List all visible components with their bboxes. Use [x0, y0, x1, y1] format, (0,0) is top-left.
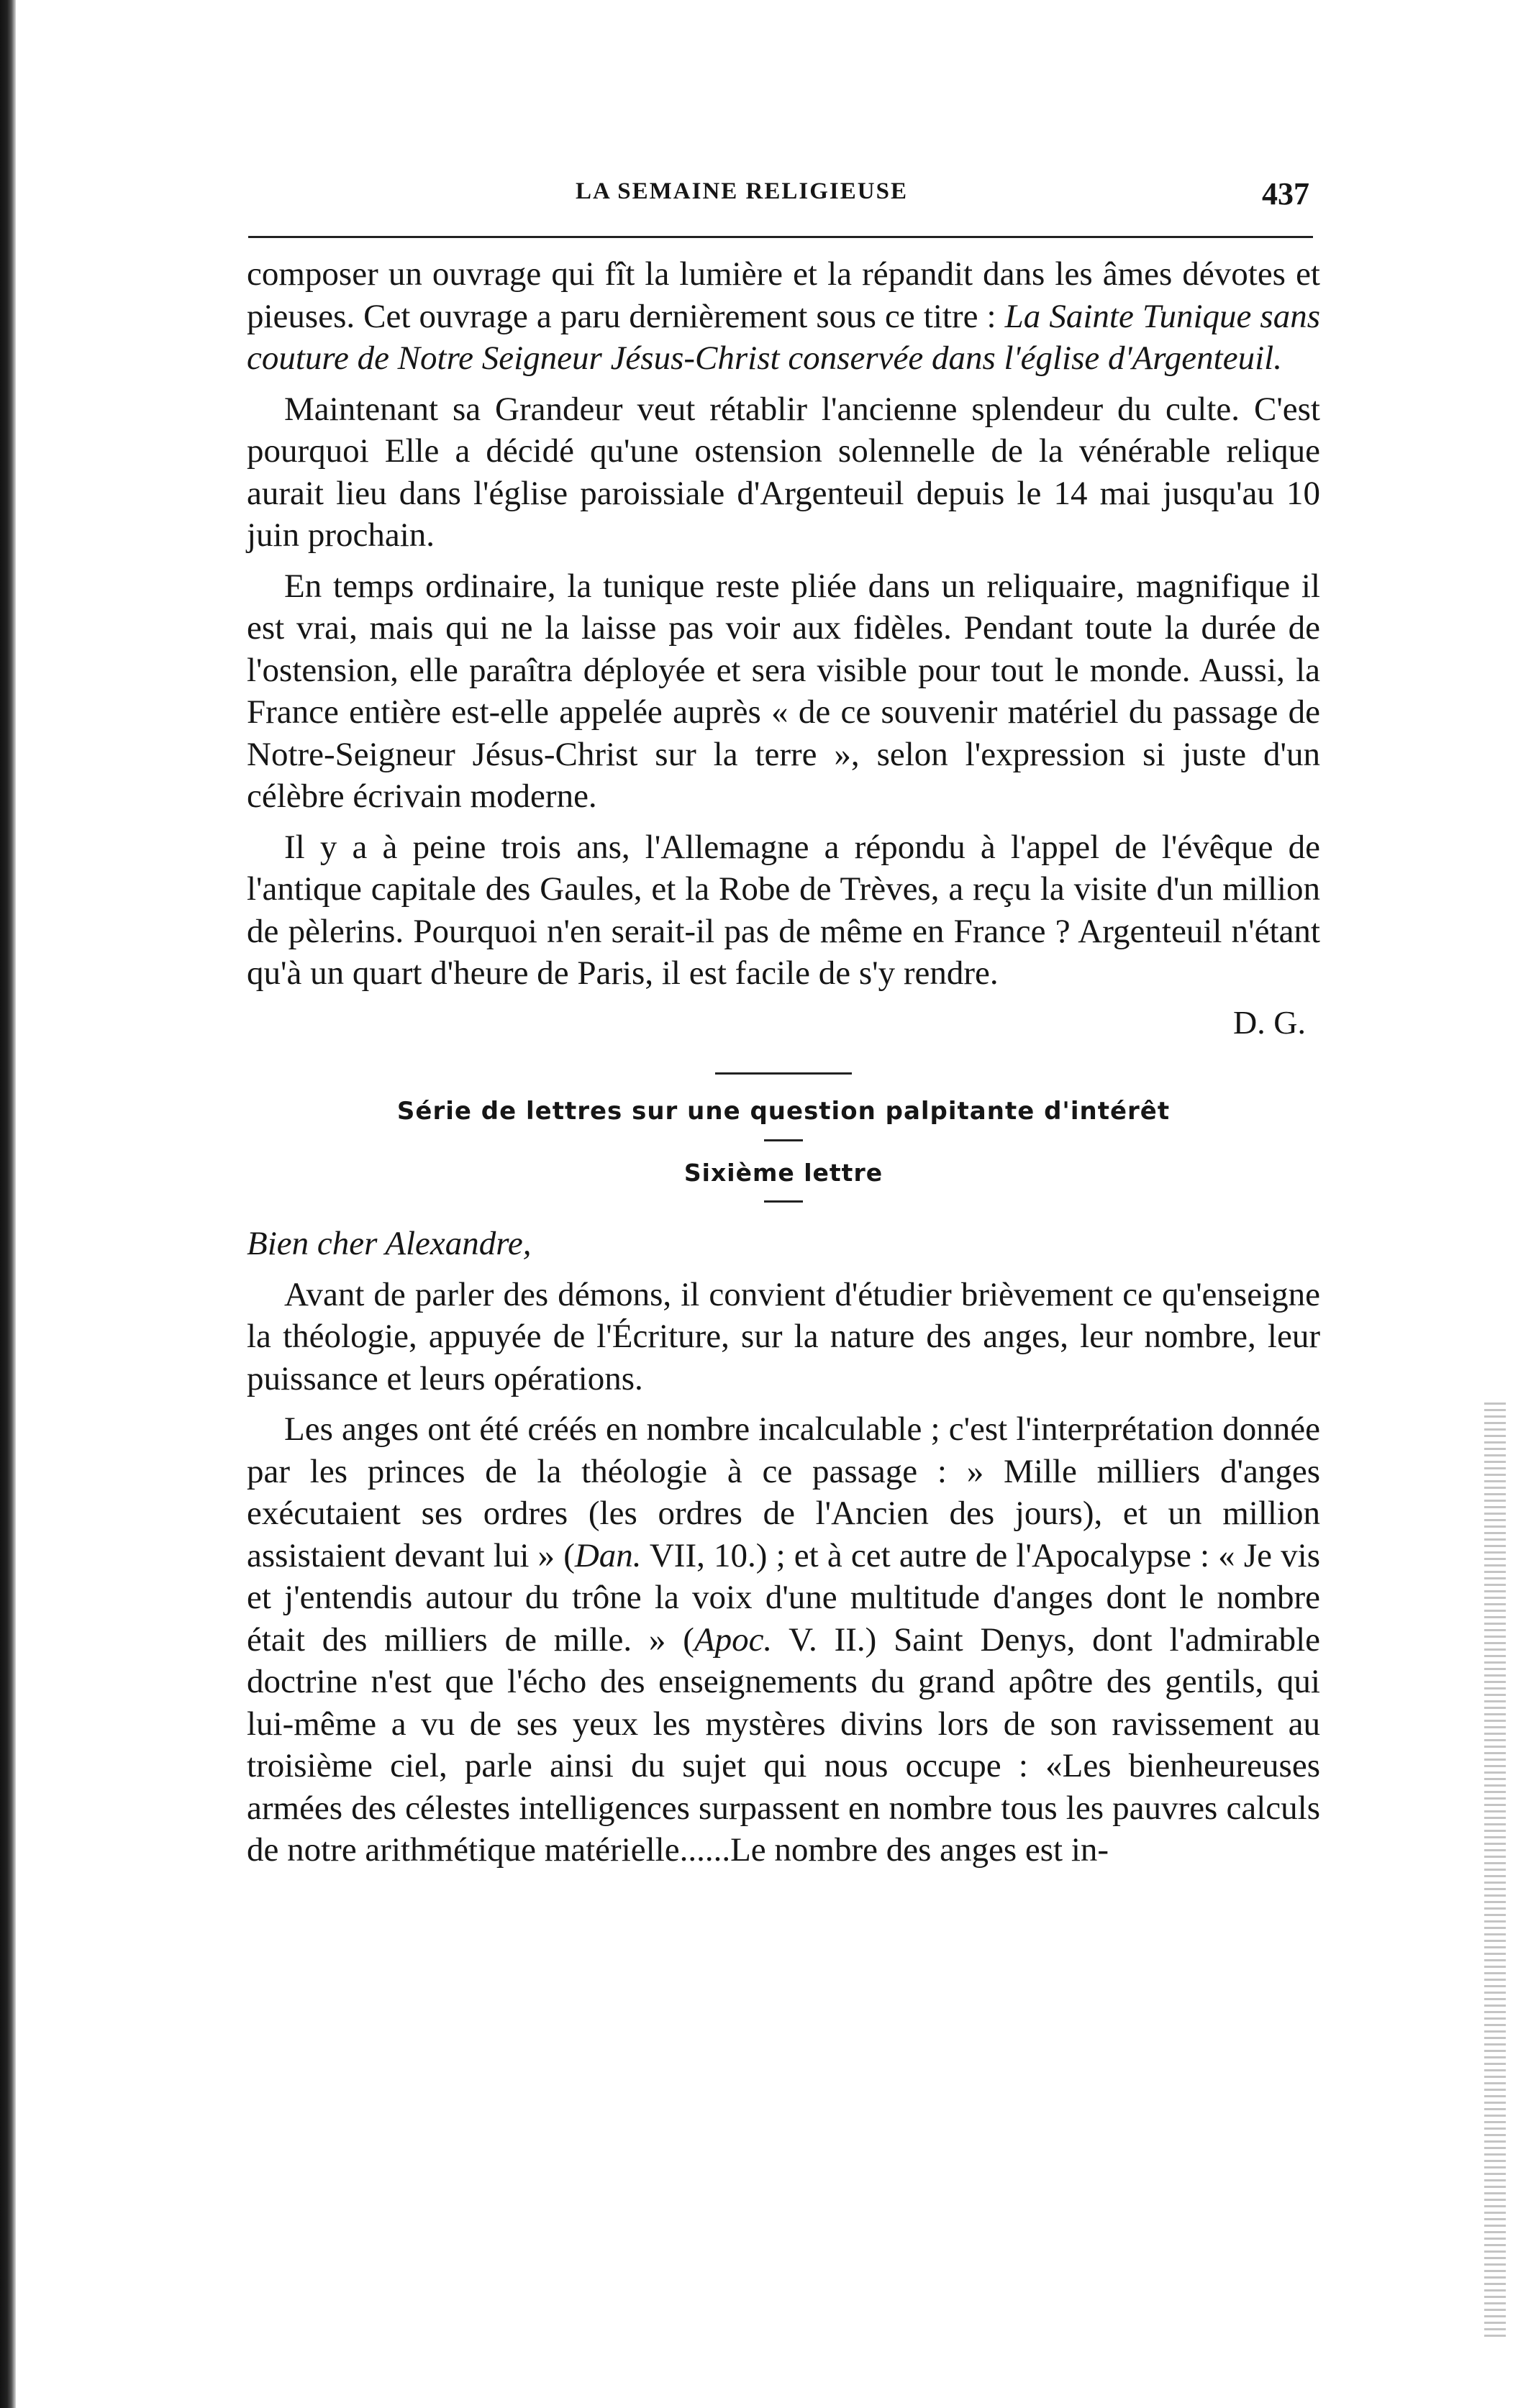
paragraph: [247, 1408, 1320, 1871]
paragraph-text: V. II.) Saint Denys, dont l'admirable doctrine n'est que l'écho des enseignements du grand apôtre des gentils, qui lui-même a vu de ses yeux les mystères divins lors de son ravissement au troisième ciel, parle ainsi du sujet qui nous occupe : «Les bienheureuses armées des célestes intelligences surpassent en nombre tous les pauvres calculs de notre arithmétique matérielle......Le nombre des anges est in-: [247, 1620, 1320, 1869]
paragraph-text: VII, 10.) ; et à cet autre de l'Apocalypse : « Je vis et j'entendis autour du trône la voix d'une multitude d'anges dont le nombre était des milliers de mille. » (: [247, 1536, 1320, 1659]
scan-binding-edge: [0, 0, 16, 2408]
running-title: LA SEMAINE RELIGIEUSE: [576, 178, 908, 204]
paragraph: Avant de parler des démons, il convient d'étudier brièvement ce qu'enseigne la théologie, appuyée de l'Écriture, sur la nature des anges, leur nombre, leur puissance et leurs opérations.: [247, 1275, 1320, 1397]
paragraph: Maintenant sa Grandeur veut rétablir l'ancienne splendeur du culte. C'est pourquoi Elle a décidé qu'une ostension solennelle de la vénérable relique aurait lieu dans l'église paroissiale d'Argenteuil depuis le 14 mai jusqu'au 10 juin prochain.: [247, 390, 1320, 554]
paragraph: Il y a à peine trois ans, l'Allemagne a répondu à l'appel de l'évêque de l'antique capitale des Gaules, et la Robe de Trèves, a reçu la visite d'un million de pèlerins. Pourquoi n'en serait-il pas de même en France ? Argenteuil n'étant qu'à un quart d'heure de Paris, il est facile de s'y rendre.: [247, 828, 1320, 992]
page-body: [247, 253, 1320, 1871]
subtitle-divider: [764, 1200, 803, 1203]
scan-noise-edge: [1484, 1403, 1506, 2338]
salutation: Bien cher Alexandre,: [247, 1225, 532, 1262]
paragraph: [247, 253, 1320, 380]
paragraph-text: Les anges ont été créés en nombre incalculable ; c'est l'interprétation donnée par les princes de la théologie à ce passage : » Mille milliers d'anges exécutaient ses ordres (les ordres de l'Ancien des jours), et un million assistaient devant lui » (: [247, 1410, 1320, 1574]
page-number: 437: [1262, 176, 1309, 211]
title-divider: [764, 1139, 803, 1141]
section-subtitle: Sixième lettre: [683, 1159, 883, 1187]
header-rule: [248, 236, 1313, 238]
running-header: [245, 178, 1309, 214]
scripture-reference: Dan.: [574, 1536, 642, 1574]
section-divider: [715, 1072, 852, 1075]
signature: D. G.: [1233, 1003, 1306, 1041]
paragraph-text: composer un ouvrage qui fît la lumière et la répandit dans les âmes dévotes et pieuses. Cet ouvrage a paru dernièrement sous ce titre :: [247, 255, 1320, 335]
book-title: La Sainte Tunique sans couture de Notre Seigneur Jésus-Christ conservée dans l'église d'Argenteuil.: [247, 297, 1321, 377]
section-title: Série de lettres sur une question palpitante d'intérêt: [396, 1097, 1171, 1126]
paragraph: En temps ordinaire, la tunique reste pliée dans un reliquaire, magnifique il est vrai, mais qui ne la laisse pas voir aux fidèles. Pendant toute la durée de l'ostension, elle paraîtra déployée et sera visible pour tout le monde. Aussi, la France entière est-elle appelée auprès « de ce souvenir matériel du passage de Notre-Seigneur Jésus-Christ sur la terre », selon l'expression si juste d'un célèbre écrivain moderne.: [247, 567, 1320, 815]
scripture-reference: Apoc.: [694, 1620, 773, 1659]
